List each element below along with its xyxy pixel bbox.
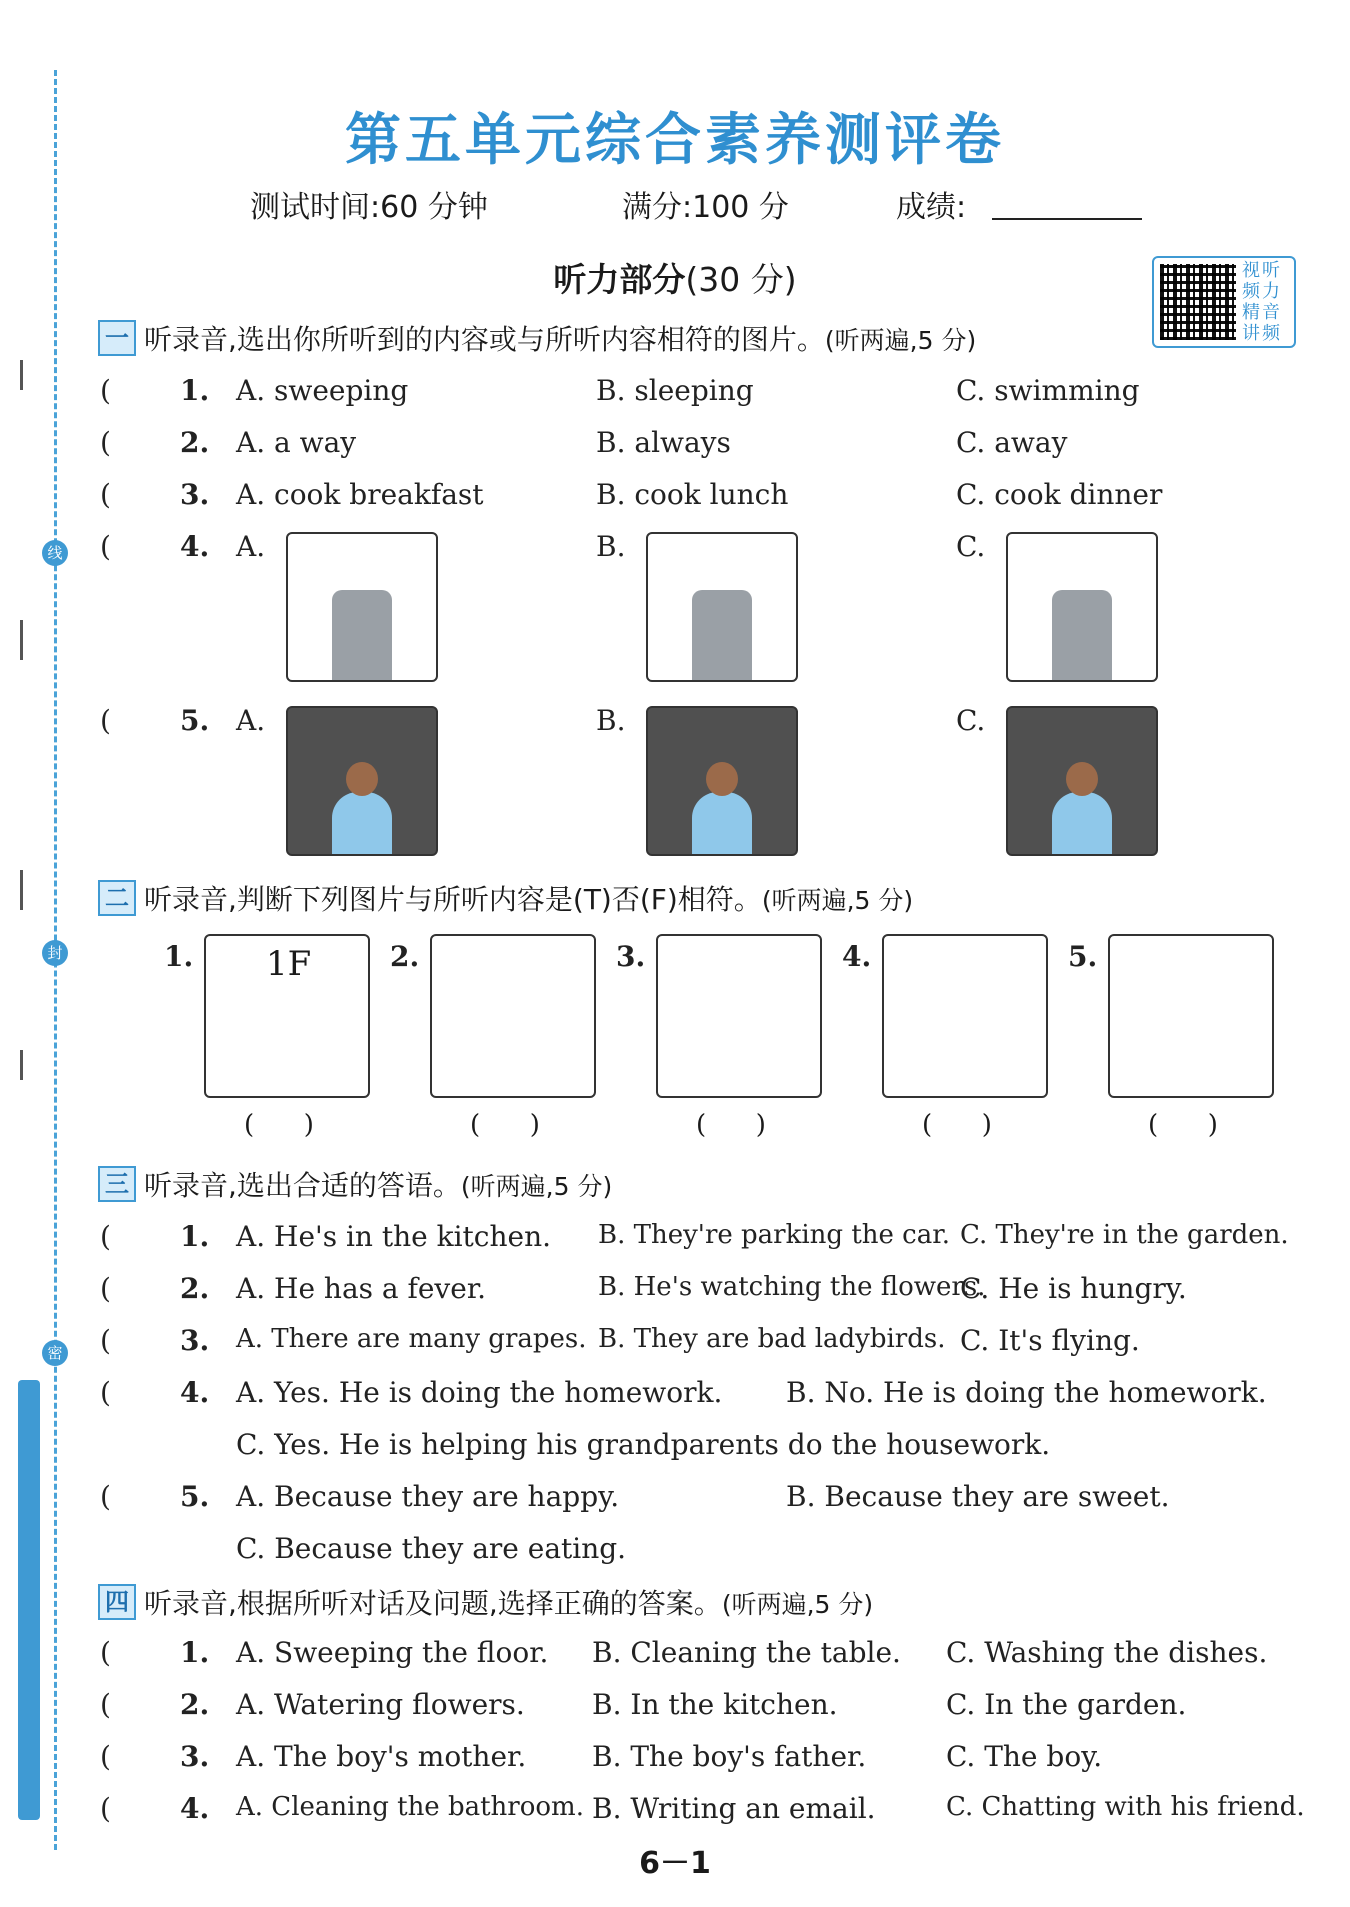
section-2-number: 二	[98, 880, 136, 916]
option-a: A. Sweeping the floor.	[236, 1636, 549, 1669]
margin-tick	[20, 1050, 23, 1080]
answer-paren[interactable]: (	[100, 1376, 111, 1409]
s2-picture-1[interactable]: 1F	[204, 934, 370, 1098]
option-a: A. sweeping	[236, 374, 409, 407]
option-a: A. Yes. He is doing the homework.	[236, 1376, 723, 1409]
s2-picture-5[interactable]	[1108, 934, 1274, 1098]
q4-picture-b[interactable]	[646, 532, 798, 682]
option-b: B. cook lunch	[596, 478, 789, 511]
q5-picture-b[interactable]	[646, 706, 798, 856]
qr-caption: 视听频力精音讲频	[1242, 260, 1282, 344]
answer-paren[interactable]: (	[100, 1688, 111, 1721]
s2-answer-1[interactable]: ( )	[244, 1110, 314, 1140]
option-c: C. The boy.	[946, 1740, 1103, 1773]
margin-tick	[20, 360, 23, 390]
margin-mark-seal: 封	[42, 940, 68, 966]
option-a: A. Because they are happy.	[236, 1480, 620, 1513]
option-b: B. Because they are sweet.	[786, 1480, 1170, 1513]
answer-paren[interactable]: (	[100, 1272, 111, 1305]
option-b: B. He's watching the flowers.	[598, 1272, 986, 1302]
option-c: C. They're in the garden.	[960, 1220, 1289, 1250]
test-time: 测试时间:60 分钟	[250, 190, 488, 225]
option-b: B. The boy's father.	[592, 1740, 867, 1773]
s2-answer-5[interactable]: ( )	[1148, 1110, 1218, 1140]
answer-paren[interactable]: (	[100, 1324, 111, 1357]
answer-paren[interactable]: (	[100, 1636, 111, 1669]
section-4-title: 听录音,根据所听对话及问题,选择正确的答案。(听两遍,5 分)	[144, 1587, 874, 1620]
option-c: C. He is hungry.	[960, 1272, 1187, 1305]
option-b: B. They're parking the car.	[598, 1220, 951, 1250]
section-2-title: 听录音,判断下列图片与所听内容是(T)否(F)相符。(听两遍,5 分)	[144, 883, 914, 916]
s2-answer-2[interactable]: ( )	[470, 1110, 540, 1140]
page-title: 第五单元综合素养测评卷	[345, 108, 1005, 173]
s2-answer-4[interactable]: ( )	[922, 1110, 992, 1140]
answer-paren[interactable]: (	[100, 1792, 111, 1825]
page-number: 6－1	[639, 1846, 711, 1881]
option-b: B. sleeping	[596, 374, 754, 407]
option-c: C. Yes. He is helping his grandparents do the housework.	[236, 1428, 1051, 1461]
answer-paren[interactable]: (	[100, 478, 111, 511]
option-a: A. He's in the kitchen.	[236, 1220, 552, 1253]
answer-paren[interactable]: (	[100, 530, 111, 563]
option-a: A. He has a fever.	[236, 1272, 487, 1305]
option-b: B. In the kitchen.	[592, 1688, 838, 1721]
q5-picture-c[interactable]	[1006, 706, 1158, 856]
option-a: A. There are many grapes.	[236, 1324, 587, 1354]
option-b: B. Writing an email.	[592, 1792, 876, 1825]
option-c: C. Washing the dishes.	[946, 1636, 1268, 1669]
section-1-number: 一	[98, 320, 136, 356]
q4-picture-c[interactable]	[1006, 532, 1158, 682]
option-a: A. cook breakfast	[236, 478, 484, 511]
s2-picture-4[interactable]	[882, 934, 1048, 1098]
section-4-number: 四	[98, 1584, 136, 1620]
option-c: C. swimming	[956, 374, 1140, 407]
answer-paren[interactable]: (	[100, 426, 111, 459]
option-c: C. It's flying.	[960, 1324, 1140, 1357]
option-c: C. away	[956, 426, 1068, 459]
option-a: A. a way	[236, 426, 357, 459]
s2-answer-3[interactable]: ( )	[696, 1110, 766, 1140]
option-b: B. No. He is doing the homework.	[786, 1376, 1267, 1409]
full-score: 满分:100 分	[622, 190, 789, 225]
score-label: 成绩:	[896, 190, 967, 225]
option-b: B. Cleaning the table.	[592, 1636, 901, 1669]
q5-picture-a[interactable]	[286, 706, 438, 856]
option-b: B. They are bad ladybirds.	[598, 1324, 946, 1354]
part-heading: 听力部分(30 分)	[553, 260, 797, 299]
score-blank[interactable]	[992, 218, 1142, 220]
option-a: A. Cleaning the bathroom.	[236, 1792, 584, 1822]
answer-paren[interactable]: (	[100, 1740, 111, 1773]
margin-tick	[20, 620, 23, 660]
spine-band	[18, 1380, 40, 1820]
margin-mark-line: 线	[42, 540, 68, 566]
option-a: A. Watering flowers.	[236, 1688, 525, 1721]
margin-mark-seal-2: 密	[42, 1340, 68, 1366]
section-3-title: 听录音,选出合适的答语。(听两遍,5 分)	[144, 1169, 613, 1202]
answer-paren[interactable]: (	[100, 1220, 111, 1253]
margin-tick	[20, 870, 23, 910]
answer-paren[interactable]: (	[100, 1480, 111, 1513]
s2-picture-3[interactable]	[656, 934, 822, 1098]
option-c: C. Because they are eating.	[236, 1532, 627, 1565]
section-1-title: 听录音,选出你所听到的内容或与所听内容相符的图片。(听两遍,5 分)	[144, 323, 977, 356]
option-a: A. The boy's mother.	[236, 1740, 527, 1773]
answer-paren[interactable]: (	[100, 704, 111, 737]
s2-picture-2[interactable]	[430, 934, 596, 1098]
option-b: B. always	[596, 426, 731, 459]
qr-code-icon	[1160, 264, 1236, 340]
answer-paren[interactable]: (	[100, 374, 111, 407]
option-c: C. Chatting with his friend.	[946, 1792, 1305, 1822]
option-c: C. In the garden.	[946, 1688, 1187, 1721]
option-c: C. cook dinner	[956, 478, 1163, 511]
qr-video-box[interactable]	[1152, 256, 1296, 348]
section-3-number: 三	[98, 1166, 136, 1202]
q4-picture-a[interactable]	[286, 532, 438, 682]
